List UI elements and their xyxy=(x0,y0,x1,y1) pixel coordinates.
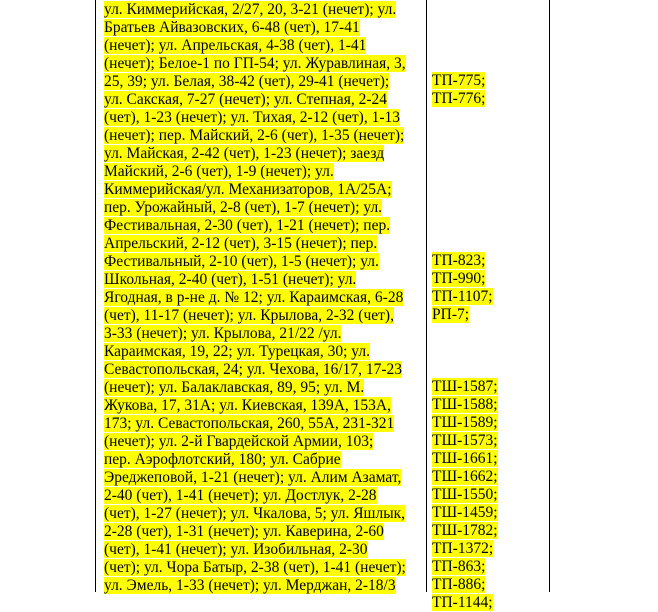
substation-line xyxy=(432,450,512,468)
substation-line-text: РП-7; xyxy=(432,306,470,323)
spacer xyxy=(432,324,512,342)
address-line xyxy=(104,127,424,145)
address-line-text: (нечет); Белое-1 по ГП-54; ул. Журавлиная, 3, xyxy=(104,55,406,72)
substation-line-text: ТП-776; xyxy=(432,90,486,107)
spacer xyxy=(432,162,512,180)
address-cell xyxy=(104,0,424,595)
substation-line xyxy=(432,432,512,450)
address-line xyxy=(104,1,424,19)
address-line-text: (чет), 1-27 (нечет); ул. Чкалова, 5; ул. Яшлык, xyxy=(104,505,406,522)
spacer xyxy=(432,216,512,234)
address-line-text: 173; ул. Севастопольская, 260, 55А, 231-321 xyxy=(104,415,395,432)
substation-line-text: ТШ-1459; xyxy=(432,504,498,521)
address-line-text: Караимская, 19, 22; ул. Турецкая, 30; ул. xyxy=(104,343,370,360)
address-line-text: (нечет); пер. Майский, 2-6 (чет), 1-35 (нечет); xyxy=(104,127,405,144)
address-line xyxy=(104,109,424,127)
address-line xyxy=(104,37,424,55)
address-line xyxy=(104,523,424,541)
spacer xyxy=(432,342,512,360)
address-line xyxy=(104,541,424,559)
address-line xyxy=(104,379,424,397)
address-line xyxy=(104,487,424,505)
address-line xyxy=(104,433,424,451)
address-line xyxy=(104,271,424,289)
address-line-text: ул. Майская, 2-42 (чет), 1-23 (нечет); заезд xyxy=(104,145,385,162)
substation-line xyxy=(432,378,512,396)
substation-line-text: ТШ-1587; xyxy=(432,378,498,395)
substation-line-text: ТП-823; xyxy=(432,252,486,269)
substation-line xyxy=(432,558,512,576)
spacer xyxy=(432,54,512,72)
address-line xyxy=(104,505,424,523)
spacer xyxy=(432,234,512,252)
address-line-text: (нечет); ул. 2-й Гвардейской Армии, 103; xyxy=(104,433,374,450)
address-line xyxy=(104,145,424,163)
address-line xyxy=(104,559,424,577)
address-line xyxy=(104,181,424,199)
address-line xyxy=(104,55,424,73)
spacer xyxy=(432,360,512,378)
substation-line xyxy=(432,252,512,270)
address-line-text: (чет); ул. Чора Батыр, 2-38 (чет), 1-41 (нечет); xyxy=(104,559,406,576)
address-line xyxy=(104,415,424,433)
address-line-text: Апрельский, 2-12 (чет), 3-15 (нечет); пер. xyxy=(104,235,378,252)
substation-line xyxy=(432,288,512,306)
address-line xyxy=(104,199,424,217)
address-line xyxy=(104,343,424,361)
address-line-text: Братьев Айвазовских, 6-48 (чет), 17-41 xyxy=(104,19,360,36)
substation-line-text: ТП-886; xyxy=(432,576,486,593)
spacer xyxy=(432,198,512,216)
substation-line-text: ТП-1107; xyxy=(432,288,493,305)
substation-line-text: ТШ-1589; xyxy=(432,414,498,431)
spacer xyxy=(432,180,512,198)
spacer xyxy=(432,144,512,162)
substation-cell xyxy=(432,0,512,612)
address-line-text: 2-28 (чет), 1-31 (нечет); ул. Каверина, 2-60 xyxy=(104,523,384,540)
substation-line-text: ТП-863; xyxy=(432,558,486,575)
spacer xyxy=(432,18,512,36)
substation-line xyxy=(432,396,512,414)
substation-line xyxy=(432,306,512,324)
substation-line-text: ТШ-1782; xyxy=(432,522,498,539)
substation-line xyxy=(432,504,512,522)
substation-line xyxy=(432,270,512,288)
table-border-right xyxy=(549,0,550,592)
substation-line-text: ТП-775; xyxy=(432,72,486,89)
address-line-text: Фестивальная, 2-30 (чет), 1-21 (нечет); пер. xyxy=(104,217,391,234)
address-line xyxy=(104,469,424,487)
address-line-text: (чет), 1-23 (нечет); ул. Тихая, 2-12 (чет), 1-13 xyxy=(104,109,401,126)
address-line xyxy=(104,577,424,595)
substation-line xyxy=(432,486,512,504)
substation-line-text: ТШ-1550; xyxy=(432,486,498,503)
address-line-text: Севастопольская, 24; ул. Чехова, 16/17, 17-23 xyxy=(104,361,403,378)
spacer xyxy=(432,108,512,126)
address-line xyxy=(104,163,424,181)
address-line-text: 3-33 (нечет); ул. Крылова, 21/22 /ул. xyxy=(104,325,342,342)
address-line-text: 25, 39; ул. Белая, 38-42 (чет), 29-41 (нечет); xyxy=(104,73,390,90)
address-line xyxy=(104,307,424,325)
address-line xyxy=(104,235,424,253)
address-line xyxy=(104,217,424,235)
substation-line xyxy=(432,594,512,612)
address-line xyxy=(104,361,424,379)
address-line xyxy=(104,451,424,469)
substation-line-text: ТШ-1662; xyxy=(432,468,498,485)
address-line-text: пер. Урожайный, 2-8 (чет), 1-7 (нечет); ул. xyxy=(104,199,383,216)
address-line xyxy=(104,19,424,37)
substation-line-text: ТШ-1661; xyxy=(432,450,498,467)
spacer xyxy=(432,126,512,144)
address-line-text: Фестивальный, 2-10 (чет), 1-5 (нечет); ул. xyxy=(104,253,379,270)
substation-line xyxy=(432,414,512,432)
substation-line xyxy=(432,522,512,540)
address-line-text: Эреджеповой, 1-21 (нечет); ул. Алим Азамат, xyxy=(104,469,402,486)
substation-line-text: ТП-1144; xyxy=(432,594,493,611)
address-line-text: Школьная, 2-40 (чет), 1-51 (нечет); ул. xyxy=(104,271,357,288)
address-line-text: (нечет); ул. Балаклавская, 89, 95; ул. М. xyxy=(104,379,365,396)
address-line-text: (чет), 11-17 (нечет); ул. Крылова, 2-32 (чет), xyxy=(104,307,394,324)
address-line-text: Киммерийская/ул. Механизаторов, 1А/25А; xyxy=(104,181,392,198)
address-line-text: ул. Сакская, 7-27 (нечет); ул. Степная, 2-24 xyxy=(104,91,387,108)
address-line xyxy=(104,397,424,415)
substation-line xyxy=(432,540,512,558)
substation-line xyxy=(432,72,512,90)
address-line-text: Майский, 2-6 (чет), 1-9 (нечет); ул. xyxy=(104,163,334,180)
address-line xyxy=(104,91,424,109)
substation-line xyxy=(432,468,512,486)
spacer xyxy=(432,0,512,18)
address-line xyxy=(104,253,424,271)
address-line-text: (чет), 1-41 (нечет); ул. Изобильная, 2-30 xyxy=(104,541,368,558)
address-line-text: ул. Эмель, 1-33 (нечет); ул. Мерджан, 2-18/3 xyxy=(104,577,396,594)
address-line-text: (нечет); ул. Апрельская, 4-38 (чет), 1-41 xyxy=(104,37,367,54)
table-border-middle xyxy=(426,0,427,592)
substation-line xyxy=(432,576,512,594)
substation-line-text: ТШ-1573; xyxy=(432,432,498,449)
address-line xyxy=(104,73,424,91)
address-line-text: ул. Киммерийская, 2/27, 20, 3-21 (нечет); ул. xyxy=(104,1,397,18)
address-line-text: Ягодная, в р-не д. № 12; ул. Караимская, 6-28 xyxy=(104,289,404,306)
address-line-text: Жукова, 17, 31А; ул. Киевская, 139А, 153А, xyxy=(104,397,391,414)
substation-line xyxy=(432,90,512,108)
address-line-text: пер. Аэрофлотский, 180; ул. Сабрие xyxy=(104,451,341,468)
substation-line-text: ТП-1372; xyxy=(432,540,494,557)
spacer xyxy=(432,36,512,54)
address-line xyxy=(104,325,424,343)
table-border-left xyxy=(95,0,96,592)
address-line-text: 2-40 (чет), 1-41 (нечет); ул. Достлук, 2-28 xyxy=(104,487,377,504)
substation-line-text: ТШ-1588; xyxy=(432,396,498,413)
substation-line-text: ТП-990; xyxy=(432,270,486,287)
address-line xyxy=(104,289,424,307)
